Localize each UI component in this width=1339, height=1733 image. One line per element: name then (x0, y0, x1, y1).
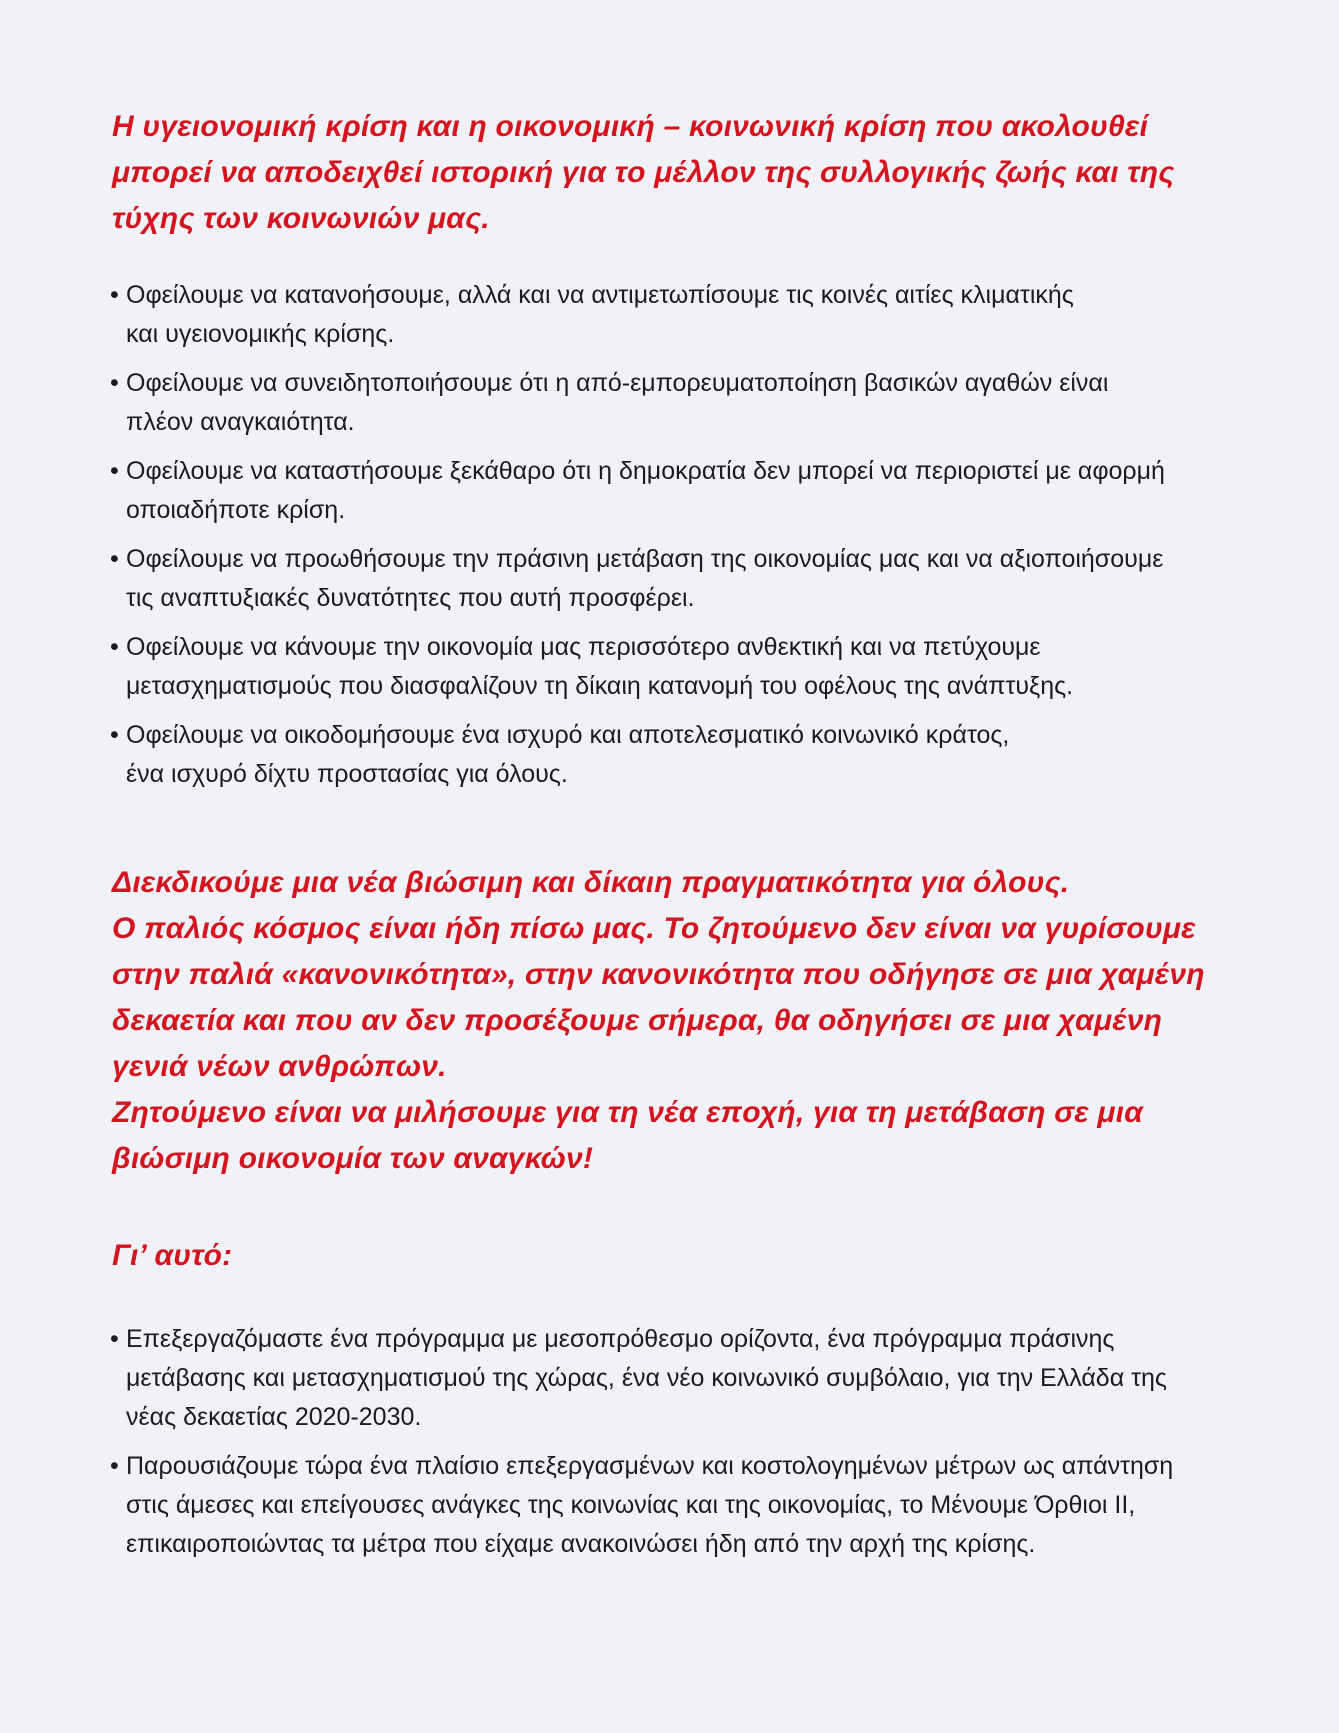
action-item: • Παρουσιάζουμε τώρα ένα πλαίσιο επεξεργασμένων και κοστολογημένων μέτρων ως απάντηση στις άμεσες και επείγουσες ανάγκες της κοινωνίας και της οικονομίας, το Μένουμε Όρθιοι ΙΙ, επικαιροποιώντας τα μέτρα που είχαμε ανακοινώσει ήδη από την αρχή της κρίσης. (112, 1447, 1242, 1564)
obligation-item: • Οφείλουμε να κάνουμε την οικονομία μας περισσότερο ανθεκτική και να πετύχουμε μετασχηματισμούς που διασφαλίζουν τη δίκαιη κατανομή του οφέλους της ανάπτυξης. (112, 628, 1242, 706)
obligation-item: • Οφείλουμε να οικοδομήσουμε ένα ισχυρό και αποτελεσματικό κοινωνικό κράτος, ένα ισχυρό δίχτυ προστασίας για όλους. (112, 716, 1242, 794)
claim-paragraph: Διεκδικούμε μια νέα βιώσιμη και δίκαιη πραγματικότητα για όλους. Ο παλιός κόσμος είναι ήδη πίσω μας. Το ζητούμενο δεν είναι να γυρίσουμε στην παλιά «κανονικότητα», στην κανονικότητα που οδήγησε σε μια χαμένη δεκαετία και που αν δεν προσέξουμε σήμερα, θα οδηγήσει σε μια χαμένη γενιά νέων ανθρώπων. Ζητούμενο είναι να μιλήσουμε για τη νέα εποχή, για τη μετάβαση σε μια βιώσιμη οικονομία των αναγκών! (112, 866, 1205, 1175)
therefore-heading: Γι’ αυτό: (112, 1239, 233, 1272)
obligation-item: • Οφείλουμε να κατανοήσουμε, αλλά και να αντιμετωπίσουμε τις κοινές αιτίες κλιματικής και υγειονομικής κρίσης. (112, 276, 1242, 354)
obligation-item: • Οφείλουμε να συνειδητοποιήσουμε ότι η από-εμπορευματοποίηση βασικών αγαθών είναι πλέον αναγκαιότητα. (112, 364, 1242, 442)
intro-paragraph: Η υγειονομική κρίση και η οικονομική – κοινωνική κρίση που ακολουθεί μπορεί να αποδειχθεί ιστορική για το μέλλον της συλλογικής ζωής και της τύχης των κοινωνιών μας. (112, 110, 1175, 235)
obligations-list (112, 276, 1242, 794)
action-item: • Επεξεργαζόμαστε ένα πρόγραμμα με μεσοπρόθεσμο ορίζοντα, ένα πρόγραμμα πράσινης μετάβασης και μετασχηματισμού της χώρας, ένα νέο κοινωνικό συμβόλαιο, για την Ελλάδα της νέας δεκαετίας 2020-2030. (112, 1320, 1242, 1437)
document-page (112, 104, 1242, 1574)
obligation-item: • Οφείλουμε να καταστήσουμε ξεκάθαρο ότι η δημοκρατία δεν μπορεί να περιοριστεί με αφορμή οποιαδήποτε κρίση. (112, 452, 1242, 530)
obligation-item: • Οφείλουμε να προωθήσουμε την πράσινη μετάβαση της οικονομίας μας και να αξιοποιήσουμε τις αναπτυξιακές δυνατότητες που αυτή προσφέρει. (112, 540, 1242, 618)
actions-list (112, 1320, 1242, 1564)
